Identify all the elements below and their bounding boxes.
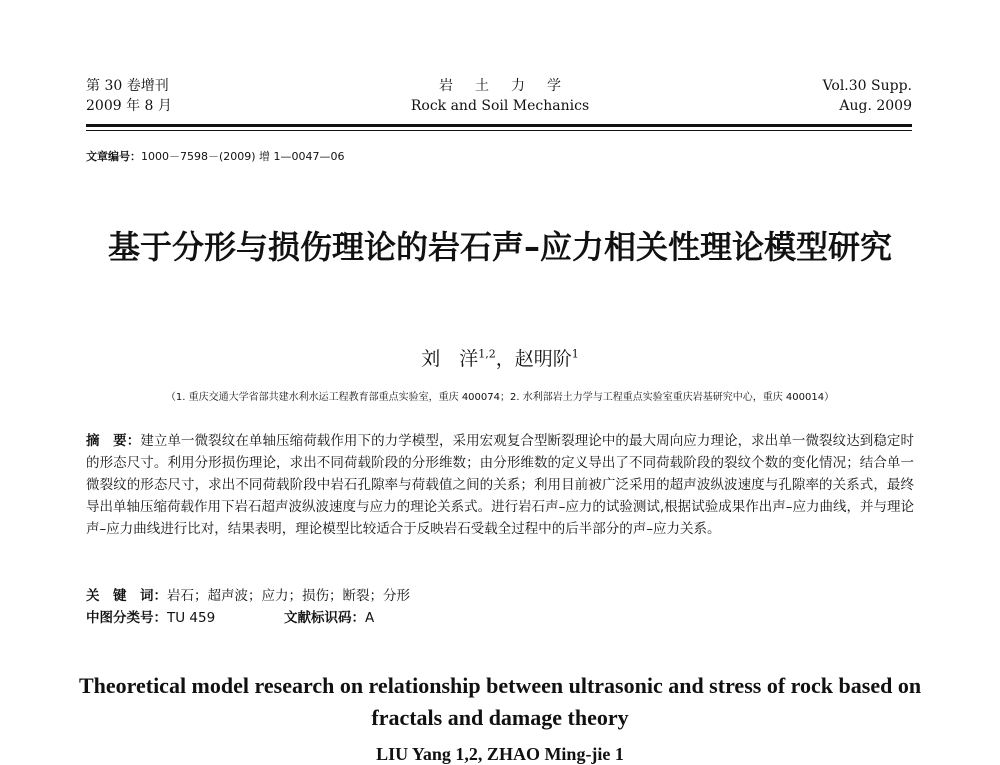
date-label: 2009 年 8 月 — [86, 98, 172, 114]
author-list-cn — [0, 344, 1000, 371]
journal-volume-en — [823, 76, 912, 116]
journal-name-cn: 岩土力学 — [439, 78, 583, 94]
paper-title-cn: 基于分形与损伤理论的岩石声–应力相关性理论模型研究 — [107, 228, 892, 266]
author-affiliation-mark: 1,2 — [478, 347, 496, 361]
abstract — [86, 430, 914, 540]
author-name: 刘 洋 — [421, 348, 479, 370]
author-affiliation-mark: 1 — [571, 347, 579, 361]
header-rule-thin — [86, 130, 912, 131]
article-number — [86, 148, 345, 164]
header-rule-thick — [86, 124, 912, 127]
keywords-text: 岩石；超声波；应力；损伤；断裂；分形 — [167, 588, 410, 604]
classification-value: TU 459 — [167, 610, 216, 626]
paper-title-en: Theoretical model research on relationship between ultrasonic and stress of rock based on fractals and damage theory — [78, 673, 922, 730]
journal-name-en: Rock and Soil Mechanics — [410, 98, 590, 114]
volume-label: 第 30 卷增刊 — [86, 78, 169, 94]
volume-en: Vol.30 Supp. — [822, 78, 912, 94]
article-number-label: 文章编号： — [86, 150, 141, 163]
abstract-label: 摘 要： — [86, 433, 141, 449]
classification-label: 中图分类号： — [86, 610, 167, 626]
date-en: Aug. 2009 — [839, 98, 912, 114]
keywords-label: 关 键 词： — [86, 588, 167, 604]
document-code-label: 文献标识码： — [284, 610, 365, 626]
keywords — [86, 584, 410, 604]
abstract-text: 建立单一微裂纹在单轴压缩荷载作用下的力学模型，采用宏观复合型断裂理论中的最大周向应力理论，求出单一微裂纹达到稳定时的形态尺寸。利用分形损伤理论，求出不同荷载阶段的分形维数；由分形维数的定义导出了不同荷载阶段的裂纹个数的变化情况；结合单一微裂纹的形态尺寸，求出不同荷载阶段中岩石孔隙率与荷载值之间的关系；利用目前被广泛采用的超声波纵波速度与孔隙率的关系式，最终导出单轴压缩荷载作用下岩石超声波纵波速度与应力的理论关系式。进行岩石声–应力的试验测试,根据试验成果作出声–应力曲线，并与理论声–应力曲线进行比对，结果表明，理论模型比较适合于反映岩石受载全过程中的后半部分的声–应力关系。 — [86, 433, 915, 537]
affiliations: （1. 重庆交通大学省部共建水利水运工程教育部重点实验室，重庆 400074；2. 水利部岩土力学与工程重点实验室重庆岩基研究中心，重庆 400014） — [165, 392, 835, 403]
document-code-value: A — [365, 610, 375, 626]
document-code — [284, 606, 374, 626]
author-name: 赵明阶 — [514, 348, 572, 370]
classification-line — [86, 606, 375, 626]
author-list-en: LIU Yang 1,2, ZHAO Ming-jie 1 — [376, 744, 624, 764]
author-separator: ， — [495, 348, 515, 370]
article-number-value: 1000－7598－(2009) 增 1—0047—06 — [141, 150, 345, 163]
